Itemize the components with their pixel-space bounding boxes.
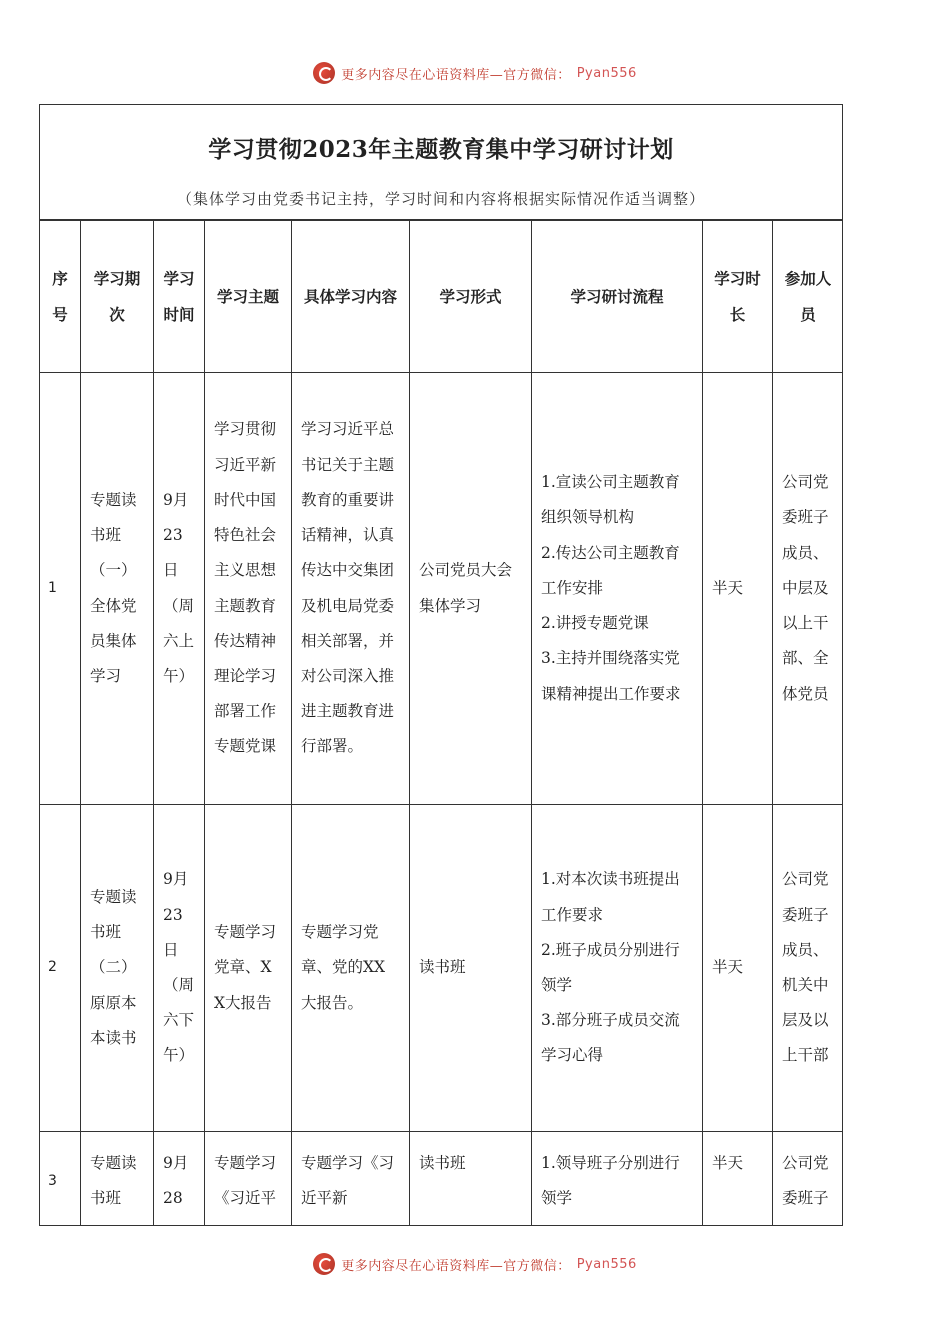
header-cell: 学习时间 <box>154 221 205 373</box>
content-cell: 专题学习《习近平新 <box>292 1132 410 1227</box>
header-cell: 具体学习内容 <box>292 221 410 373</box>
participants-cell: 公司党委班子 <box>773 1132 844 1227</box>
duration-cell: 半天 <box>703 373 773 805</box>
document-subtitle: （集体学习由党委书记主持，学习时间和内容将根据实际情况作适当调整） <box>176 190 705 208</box>
header-cell: 学习期次 <box>81 221 154 373</box>
participants-cell: 公司党委班子成员、机关中层及以上干部 <box>773 805 844 1132</box>
duration-cell: 半天 <box>703 805 773 1132</box>
process-step: 2.传达公司主题教育工作安排 <box>541 543 680 597</box>
table-row <box>40 805 844 1132</box>
document-frame <box>39 104 843 1226</box>
process-step: 1.对本次读书班提出工作要求 <box>541 870 680 924</box>
process-step: 3.部分班子成员交流学习心得 <box>541 1011 680 1065</box>
participants-cell: 公司党委班子成员、中层及以上干部、全体党员 <box>773 373 844 805</box>
header-cell: 学习时长 <box>703 221 773 373</box>
process-cell <box>532 805 703 1132</box>
time-cell: 9月23日（周六下午） <box>154 805 205 1132</box>
row-number: 1 <box>40 373 81 805</box>
header-cell: 学习形式 <box>410 221 532 373</box>
header-cell: 学习主题 <box>205 221 292 373</box>
watermark-text: 更多内容尽在心语资料库—官方微信： <box>341 67 571 83</box>
time-cell: 9月28 <box>154 1132 205 1227</box>
process-step: 1.宣读公司主题教育组织领导机构 <box>541 473 680 527</box>
document-title: 学习贯彻2023年主题教育集中学习研讨计划 <box>208 136 674 163</box>
session-cell: 专题读书班 <box>81 1132 154 1227</box>
row-number: 2 <box>40 805 81 1132</box>
theme-cell: 专题学习《习近平 <box>205 1132 292 1227</box>
process-cell <box>532 1132 703 1227</box>
watermark-wechat-id: Pyan556 <box>576 1256 637 1272</box>
session-cell: 专题读书班（二）原原本本读书 <box>81 805 154 1132</box>
row-number: 3 <box>40 1132 81 1227</box>
process-step: 2.班子成员分别进行领学 <box>541 940 680 994</box>
study-plan-table <box>39 220 843 1226</box>
form-cell: 读书班 <box>410 1132 532 1227</box>
theme-cell: 专题学习党章、XX大报告 <box>205 805 292 1132</box>
form-cell: 公司党员大会集体学习 <box>410 373 532 805</box>
session-cell: 专题读书班（一）全体党员集体学习 <box>81 373 154 805</box>
watermark-text: 更多内容尽在心语资料库—官方微信： <box>341 1258 571 1274</box>
brand-logo-icon <box>313 1253 335 1275</box>
table-row <box>40 1132 844 1227</box>
form-cell: 读书班 <box>410 805 532 1132</box>
watermark-wechat-id: Pyan556 <box>576 65 637 81</box>
content-cell: 专题学习党章、党的XX大报告。 <box>292 805 410 1132</box>
time-cell: 9月23日（周六上午） <box>154 373 205 805</box>
brand-logo-icon <box>313 62 335 84</box>
table-header-row <box>40 221 844 373</box>
title-block <box>40 105 842 220</box>
header-watermark <box>0 60 950 86</box>
duration-cell: 半天 <box>703 1132 773 1227</box>
process-step: 2.讲授专题党课 <box>541 614 649 633</box>
header-cell: 序号 <box>40 221 81 373</box>
header-cell: 学习研讨流程 <box>532 221 703 373</box>
process-step: 3.主持并围绕落实党课精神提出工作要求 <box>541 649 681 703</box>
theme-cell: 学习贯彻习近平新时代中国特色社会主义思想主题教育传达精神理论学习部署工作专题党课 <box>205 373 292 805</box>
process-cell <box>532 373 703 805</box>
footer-watermark <box>0 1251 950 1277</box>
header-cell: 参加人员 <box>773 221 844 373</box>
content-cell: 学习习近平总书记关于主题教育的重要讲话精神，认真传达中交集团及机电局党委相关部署，并对公司深入推进主题教育进行部署。 <box>292 373 410 805</box>
table-row <box>40 373 844 805</box>
process-step: 1.领导班子分别进行领学 <box>541 1154 680 1208</box>
